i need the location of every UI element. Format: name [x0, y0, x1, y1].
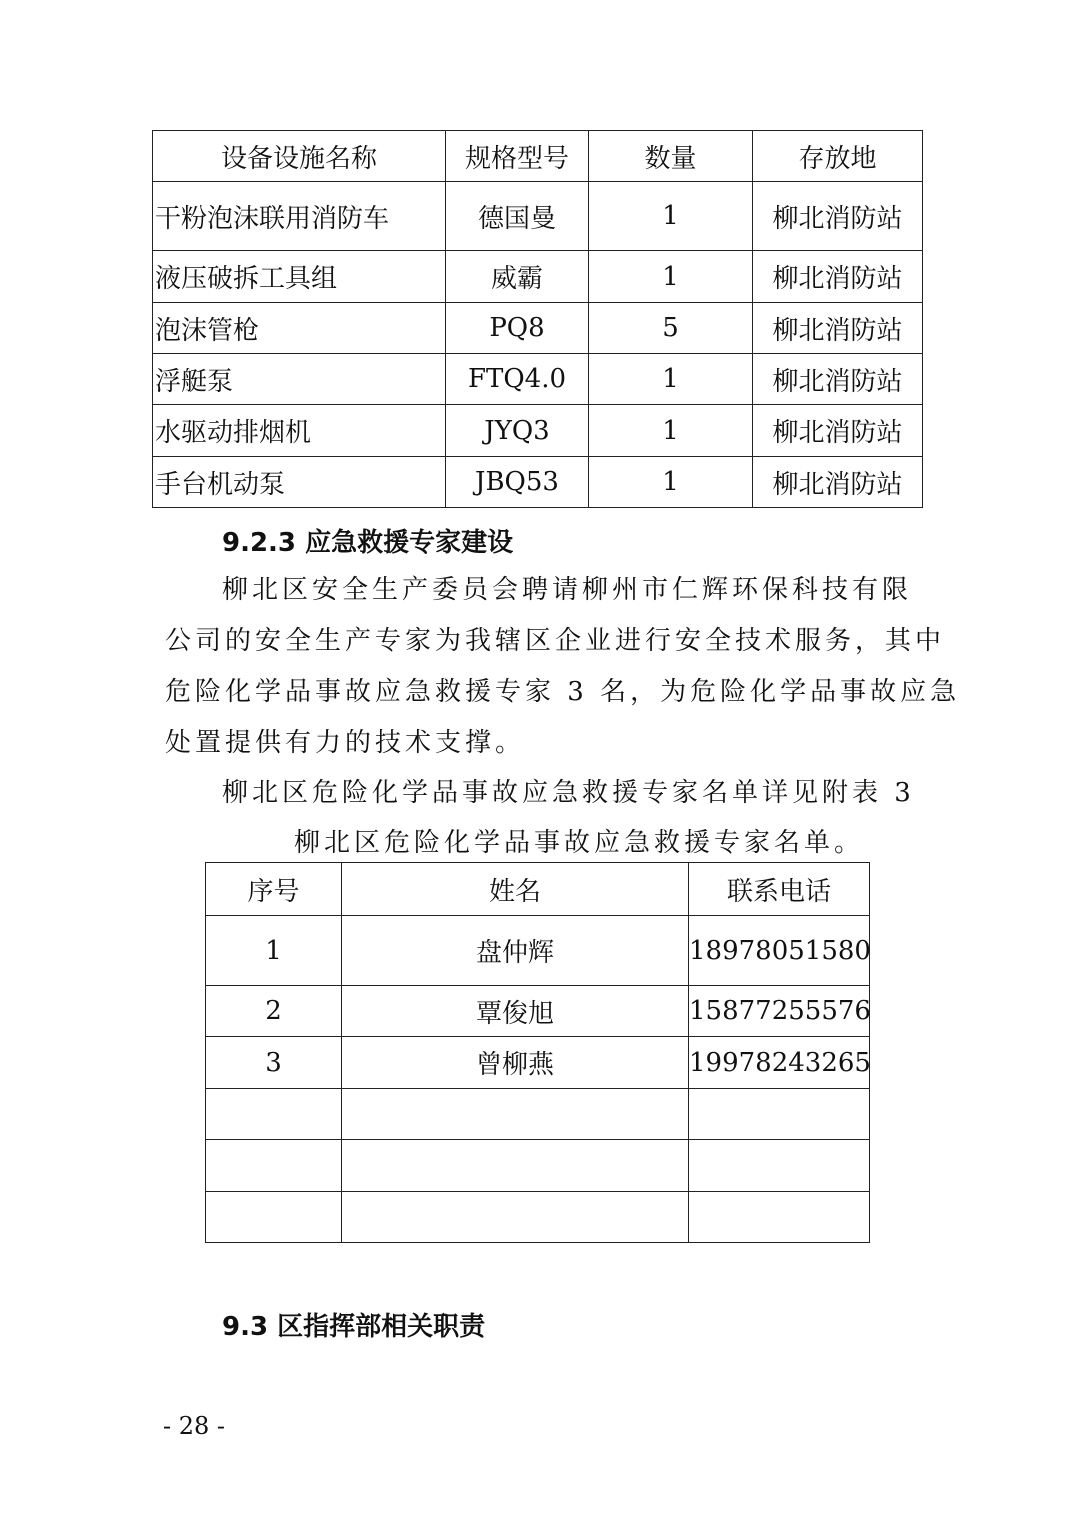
expert-name: 盘仲辉 [342, 916, 689, 986]
expert-phone [689, 1192, 870, 1243]
expert-phone [689, 1140, 870, 1192]
equipment-name: 手台机动泵 [153, 457, 446, 508]
equipment-name: 泡沫管枪 [153, 303, 446, 354]
equipment-location: 柳北消防站 [753, 182, 923, 251]
table-row [153, 303, 923, 354]
expert-name [342, 1089, 689, 1140]
header-cell: 设备设施名称 [153, 131, 446, 182]
table-row [153, 182, 923, 251]
paragraph-line: 公司的安全生产专家为我辖区企业进行安全技术服务，其中 [165, 626, 946, 656]
section-heading-93: 9.3 区指挥部相关职责 [222, 1312, 486, 1342]
equipment-location: 柳北消防站 [753, 457, 923, 508]
paragraph-line: 处置提供有力的技术支撑。 [165, 728, 526, 758]
table-row [153, 251, 923, 303]
expert-phone: 15877255576 [689, 986, 870, 1037]
equipment-location: 柳北消防站 [753, 303, 923, 354]
expert-index [206, 1192, 342, 1243]
equipment-table [152, 130, 923, 508]
equipment-quantity: 5 [589, 303, 753, 354]
table-row [206, 1140, 870, 1192]
expert-index [206, 1089, 342, 1140]
expert-index: 2 [206, 986, 342, 1037]
equipment-quantity: 1 [589, 251, 753, 303]
expert-table [205, 862, 870, 1243]
equipment-quantity: 1 [589, 457, 753, 508]
equipment-name: 液压破拆工具组 [153, 251, 446, 303]
equipment-location: 柳北消防站 [753, 251, 923, 303]
equipment-name: 浮艇泵 [153, 354, 446, 405]
equipment-model: JBQ53 [446, 457, 589, 508]
paragraph-line: 危险化学品事故应急救援专家 3 名，为危险化学品事故应急 [165, 677, 961, 707]
equipment-model: 德国曼 [446, 182, 589, 251]
expert-index [206, 1140, 342, 1192]
equipment-quantity: 1 [589, 182, 753, 251]
table-header-row [206, 863, 870, 916]
equipment-model: PQ8 [446, 303, 589, 354]
expert-phone: 19978243265 [689, 1037, 870, 1089]
table-row [153, 405, 923, 457]
expert-phone: 18978051580 [689, 916, 870, 986]
page-number: - 28 - [163, 1412, 226, 1440]
equipment-model: 威霸 [446, 251, 589, 303]
table-row [206, 1037, 870, 1089]
paragraph-line: 柳北区危险化学品事故应急救援专家名单详见附表 3 [222, 778, 915, 808]
table-row [206, 916, 870, 986]
expert-name: 覃俊旭 [342, 986, 689, 1037]
expert-name [342, 1140, 689, 1192]
section-heading-923: 9.2.3 应急救援专家建设 [222, 528, 514, 558]
equipment-quantity: 1 [589, 354, 753, 405]
equipment-location: 柳北消防站 [753, 405, 923, 457]
equipment-name: 干粉泡沫联用消防车 [153, 182, 446, 251]
paragraph-line: 柳北区安全生产委员会聘请柳州市仁辉环保科技有限 [222, 575, 913, 605]
equipment-model: JYQ3 [446, 405, 589, 457]
header-cell: 数量 [589, 131, 753, 182]
table-row [206, 1089, 870, 1140]
expert-index: 1 [206, 916, 342, 986]
equipment-name: 水驱动排烟机 [153, 405, 446, 457]
header-cell: 联系电话 [689, 863, 870, 916]
header-cell: 规格型号 [446, 131, 589, 182]
table-row [153, 354, 923, 405]
header-cell: 存放地 [753, 131, 923, 182]
equipment-quantity: 1 [589, 405, 753, 457]
expert-index: 3 [206, 1037, 342, 1089]
header-cell: 姓名 [342, 863, 689, 916]
table-header-row [153, 131, 923, 182]
header-cell: 序号 [206, 863, 342, 916]
table-row [153, 457, 923, 508]
equipment-location: 柳北消防站 [753, 354, 923, 405]
paragraph-line: 柳北区危险化学品事故应急救援专家名单。 [294, 828, 865, 858]
expert-name: 曾柳燕 [342, 1037, 689, 1089]
equipment-model: FTQ4.0 [446, 354, 589, 405]
expert-phone [689, 1089, 870, 1140]
expert-name [342, 1192, 689, 1243]
table-row [206, 986, 870, 1037]
table-row [206, 1192, 870, 1243]
